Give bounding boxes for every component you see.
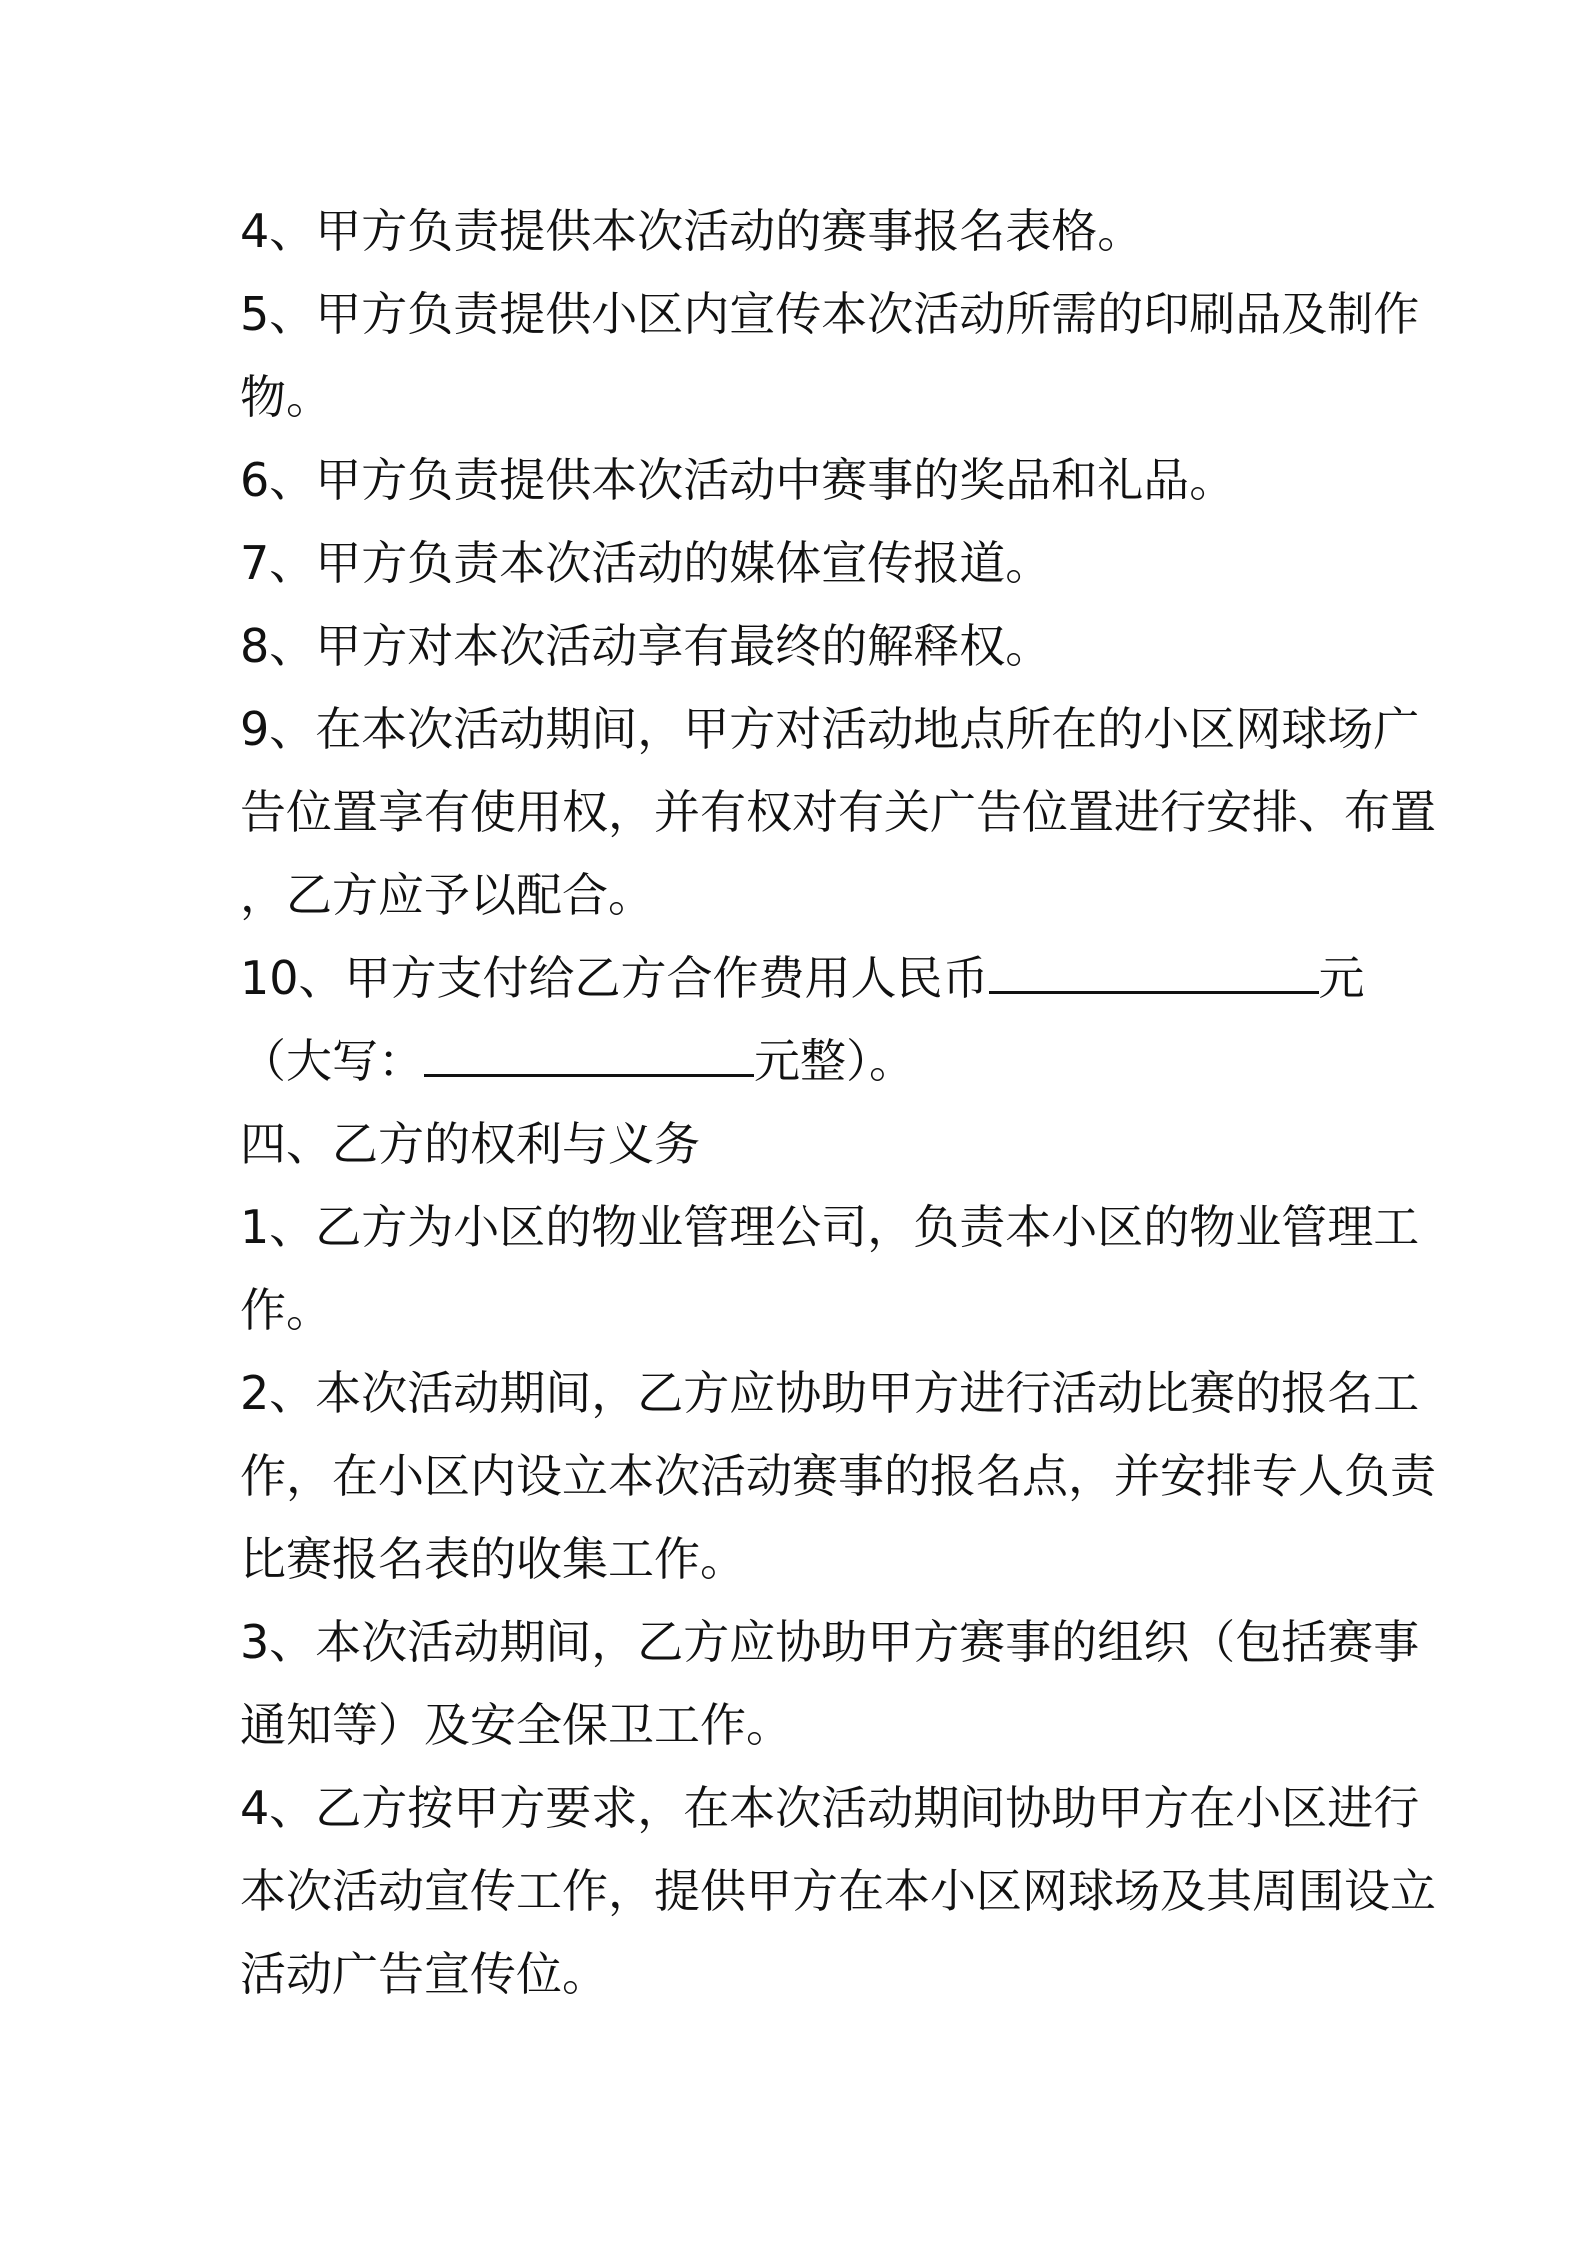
clause-a4: 4、甲方负责提供本次活动的赛事报名表格。 [240, 204, 1144, 258]
fee-suffix: 元 [1318, 951, 1365, 1005]
clause-a6: 6、甲方负责提供本次活动中赛事的奖品和礼品。 [240, 453, 1236, 507]
clause-a5-line1: 5、甲方负责提供小区内宣传本次活动所需的印刷品及制作 [240, 287, 1420, 341]
fee-upper-suffix: 元整）。 [754, 1034, 915, 1088]
clause-a7: 7、甲方负责本次活动的媒体宣传报道。 [240, 536, 1052, 590]
section-heading-party-b: 四、乙方的权利与义务 [240, 1117, 700, 1171]
clause-b4-line1: 4、乙方按甲方要求，在本次活动期间协助甲方在小区进行 [240, 1781, 1420, 1835]
clause-b2-line1: 2、本次活动期间，乙方应协助甲方进行活动比赛的报名工 [240, 1366, 1420, 1420]
clause-b1-line1: 1、乙方为小区的物业管理公司，负责本小区的物业管理工 [240, 1200, 1420, 1254]
clause-a9-line2: 告位置享有使用权，并有权对有关广告位置进行安排、布置 [240, 785, 1436, 839]
clause-a5-line2: 物。 [240, 370, 332, 424]
clause-b3-line2: 通知等）及安全保卫工作。 [240, 1698, 792, 1752]
document-body [240, 190, 1436, 2016]
clause-b3-line1: 3、本次活动期间，乙方应协助甲方赛事的组织（包括赛事 [240, 1615, 1420, 1669]
clause-b2-line3: 比赛报名表的收集工作。 [240, 1532, 746, 1586]
clause-a8: 8、甲方对本次活动享有最终的解释权。 [240, 619, 1052, 673]
clause-a9-line1: 9、在本次活动期间，甲方对活动地点所在的小区网球场广 [240, 702, 1420, 756]
fee-upper-blank[interactable] [424, 1038, 754, 1077]
fee-prefix: 10、甲方支付给乙方合作费用人民币 [240, 951, 989, 1005]
clause-b1-line2: 作。 [240, 1283, 332, 1337]
fee-amount-blank[interactable] [989, 955, 1319, 994]
clause-b2-line2: 作，在小区内设立本次活动赛事的报名点，并安排专人负责 [240, 1449, 1436, 1503]
fee-upper-prefix: （大写： [240, 1034, 424, 1088]
clause-a9-line3: ，乙方应予以配合。 [240, 868, 654, 922]
clause-b4-line2: 本次活动宣传工作，提供甲方在本小区网球场及其周围设立 [240, 1864, 1436, 1918]
clause-a10-line2 [240, 1020, 1360, 1103]
clause-b4-line3: 活动广告宣传位。 [240, 1947, 608, 2001]
clause-a10-line1 [240, 937, 1365, 1020]
